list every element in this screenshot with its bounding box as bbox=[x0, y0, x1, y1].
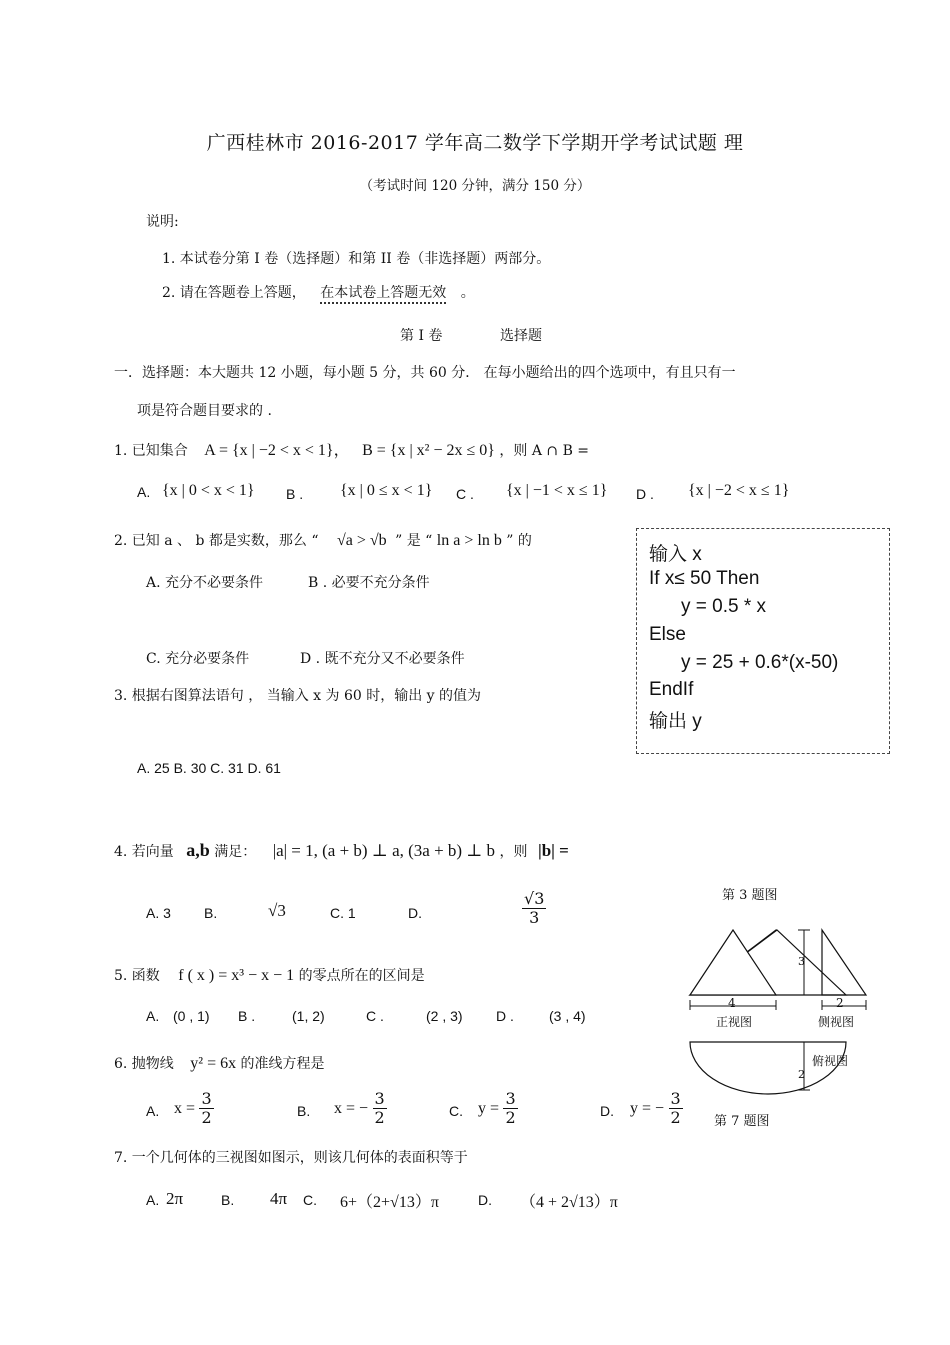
q5-option-b-label: B . bbox=[238, 1008, 256, 1024]
q4-stem-line bbox=[114, 840, 569, 861]
q6-option-b-label: B. bbox=[297, 1103, 311, 1119]
algorithm-line-then-assign: y = 0.5 * x bbox=[681, 596, 767, 617]
q5-function: f ( x ) = x³ − x − 1 bbox=[178, 967, 295, 984]
q1-set-a: A = {x | −2 < x < 1}， bbox=[204, 442, 350, 459]
q1-set-b: B = {x | x² − 2x ≤ 0} bbox=[362, 442, 495, 459]
instruction-2-prefix: 2. 请在答题卷上答题， bbox=[162, 285, 306, 301]
q4-vectors: a,b bbox=[186, 840, 210, 860]
top-radius-label: 2 bbox=[798, 1068, 805, 1081]
figure-caption-q3: 第 3 题图 bbox=[722, 888, 778, 903]
paper-title: 广西桂林市 2016-2017 学年高二数学下学期开学考试试题 理 bbox=[206, 132, 744, 154]
side-width-label: 2 bbox=[836, 996, 844, 1010]
q7-stem: 7. 一个几何体的三视图如图示，则该几何体的表面积等于 bbox=[114, 1150, 468, 1166]
q6-option-a-label: A. bbox=[146, 1103, 160, 1119]
q4-condition: |a| = 1, (a + b) ⊥ a, (3a + b) ⊥ b bbox=[272, 841, 496, 860]
exam-info: （考试时间 120 分钟，满分 150 分） bbox=[359, 178, 591, 194]
q1-option-d-label: D . bbox=[636, 486, 654, 502]
q4-target: |b| = bbox=[537, 841, 569, 860]
q4-stem-2: 满足： bbox=[214, 844, 257, 860]
q4-option-d-label: D. bbox=[408, 905, 422, 921]
q2-condition-sqrt: √a > √b bbox=[336, 532, 387, 549]
q7-option-b-label: B. bbox=[221, 1192, 235, 1208]
q5-option-d: (3 , 4) bbox=[549, 1008, 586, 1024]
q4-option-d-fraction bbox=[522, 890, 546, 928]
q2-stem-line bbox=[114, 530, 532, 550]
q4-option-a: A. 3 bbox=[146, 905, 171, 921]
side-view-label: 侧视图 bbox=[818, 1015, 855, 1029]
q4-option-b-label: B. bbox=[204, 905, 218, 921]
algorithm-line-endif: EndIf bbox=[649, 679, 694, 700]
algorithm-line-else-assign: y = 25 + 0.6*(x-50) bbox=[681, 652, 839, 673]
section-intro-line2: 项是符合题目要求的 . bbox=[137, 403, 272, 419]
q7-option-b-value: 4π bbox=[270, 1189, 288, 1208]
q4-option-c: C. 1 bbox=[330, 905, 356, 921]
q5-option-a-label: A. bbox=[146, 1008, 160, 1024]
front-view-label: 正视图 bbox=[716, 1015, 753, 1029]
q5-stem: 5. 函数 bbox=[114, 968, 160, 984]
section-intro-line1: 一．选择题：本大题共 12 小题，每小题 5 分，共 60 分． 在每小题给出的四个选项中，有且只有一 bbox=[114, 365, 736, 381]
q1-stem-line bbox=[114, 437, 589, 460]
q5-stem-line bbox=[114, 965, 425, 985]
q1-ask: ，则 A ∩ B = bbox=[499, 443, 590, 459]
q5-option-d-label: D . bbox=[496, 1008, 514, 1024]
q4-stem: 4. 若向量 bbox=[114, 844, 174, 860]
instruction-1: 1. 本试卷分第 I 卷（选择题）和第 II 卷（非选择题）两部分。 bbox=[162, 251, 551, 267]
q1-stem: 1. 已知集合 bbox=[114, 443, 188, 459]
q2-option-d: D . 既不充分又不必要条件 bbox=[300, 651, 465, 667]
q5-option-b: (1, 2) bbox=[292, 1008, 325, 1024]
q2-option-a: A. 充分不必要条件 bbox=[146, 575, 264, 591]
section-heading-part: 第 I 卷 bbox=[400, 328, 443, 344]
q5-option-c-label: C . bbox=[366, 1008, 384, 1024]
instruction-2-suffix: 。 bbox=[460, 285, 475, 301]
q3-stem: 3. 根据右图算法语句 ， 当输入 x 为 60 时，输出 y 的值为 bbox=[114, 688, 482, 704]
q6-stem-line bbox=[114, 1053, 325, 1073]
algorithm-line-input: 输入 x bbox=[649, 544, 702, 565]
q6-option-c-label: C. bbox=[449, 1103, 463, 1119]
instruction-2-dotted: 在本试卷上答题无效 bbox=[320, 285, 446, 304]
q4-ask: ，则 bbox=[499, 844, 528, 860]
q7-option-d-label: D. bbox=[478, 1192, 492, 1208]
q2-stem-prefix: 2. 已知 a 、 b 都是实数，那么 “ bbox=[114, 533, 319, 549]
q1-option-c: {x | −1 < x ≤ 1} bbox=[506, 482, 608, 499]
q1-option-a: {x | 0 < x < 1} bbox=[162, 482, 255, 499]
q4-option-b-value: √3 bbox=[268, 901, 286, 920]
algorithm-line-else: Else bbox=[649, 624, 686, 645]
q7-option-d-value: （4 + 2√13）π bbox=[520, 1194, 618, 1211]
q6-stem: 6. 抛物线 bbox=[114, 1056, 174, 1072]
q1-option-b: {x | 0 ≤ x < 1} bbox=[340, 482, 433, 499]
q1-option-a-label: A. bbox=[137, 484, 151, 500]
algorithm-box bbox=[636, 528, 890, 754]
q2-option-c: C. 充分必要条件 bbox=[146, 651, 250, 667]
q2-stem-mid: ” 是 “ bbox=[395, 533, 433, 549]
q6-option-d: y = − $\frac{3}{2}$ bbox=[630, 1089, 681, 1128]
q1-option-d: {x | −2 < x ≤ 1} bbox=[688, 482, 790, 499]
q2-stem-suffix: ” 的 bbox=[506, 533, 532, 549]
q7-option-a-value: 2π bbox=[166, 1189, 184, 1208]
instruction-2 bbox=[162, 282, 475, 302]
q5-ask: 的零点所在的区间是 bbox=[298, 968, 425, 984]
q5-option-c: (2 , 3) bbox=[426, 1008, 463, 1024]
section-heading-type: 选择题 bbox=[500, 328, 542, 344]
q6-curve: y² = 6x bbox=[190, 1055, 237, 1072]
figure-caption-q7: 第 7 题图 bbox=[714, 1114, 770, 1129]
algorithm-line-if: If x≤ 50 Then bbox=[649, 568, 760, 589]
q1-option-b-label: B . bbox=[286, 486, 304, 502]
algorithm-line-output: 输出 y bbox=[649, 711, 702, 732]
q1-option-c-label: C . bbox=[456, 486, 474, 502]
q4-option-d-numerator: √3 bbox=[524, 889, 545, 908]
q7-option-a-label: A. bbox=[146, 1192, 160, 1208]
q3-options: A. 25 B. 30 C. 31 D. 61 bbox=[137, 760, 281, 776]
front-width-label: 4 bbox=[728, 996, 736, 1010]
height-label: 3 bbox=[798, 955, 805, 968]
q7-option-c-value: 6+（2+√13）π bbox=[340, 1194, 439, 1211]
q2-condition-ln: ln a > ln b bbox=[436, 532, 502, 549]
q6-option-a: x = $\frac{3}{2}$ bbox=[174, 1089, 212, 1128]
instructions-label: 说明: bbox=[146, 214, 179, 230]
top-view-label: 俯视图 bbox=[812, 1054, 849, 1068]
q2-option-b: B . 必要不充分条件 bbox=[308, 575, 430, 591]
q5-option-a: (0 , 1) bbox=[173, 1008, 210, 1024]
q6-option-c: y = $\frac{3}{2}$ bbox=[478, 1089, 516, 1128]
q6-option-b: x = − $\frac{3}{2}$ bbox=[334, 1089, 385, 1128]
q7-option-c-label: C. bbox=[303, 1192, 317, 1208]
q6-option-d-label: D. bbox=[600, 1103, 614, 1119]
q6-ask: 的准线方程是 bbox=[240, 1056, 325, 1072]
q4-option-d-denominator: 3 bbox=[529, 908, 540, 928]
